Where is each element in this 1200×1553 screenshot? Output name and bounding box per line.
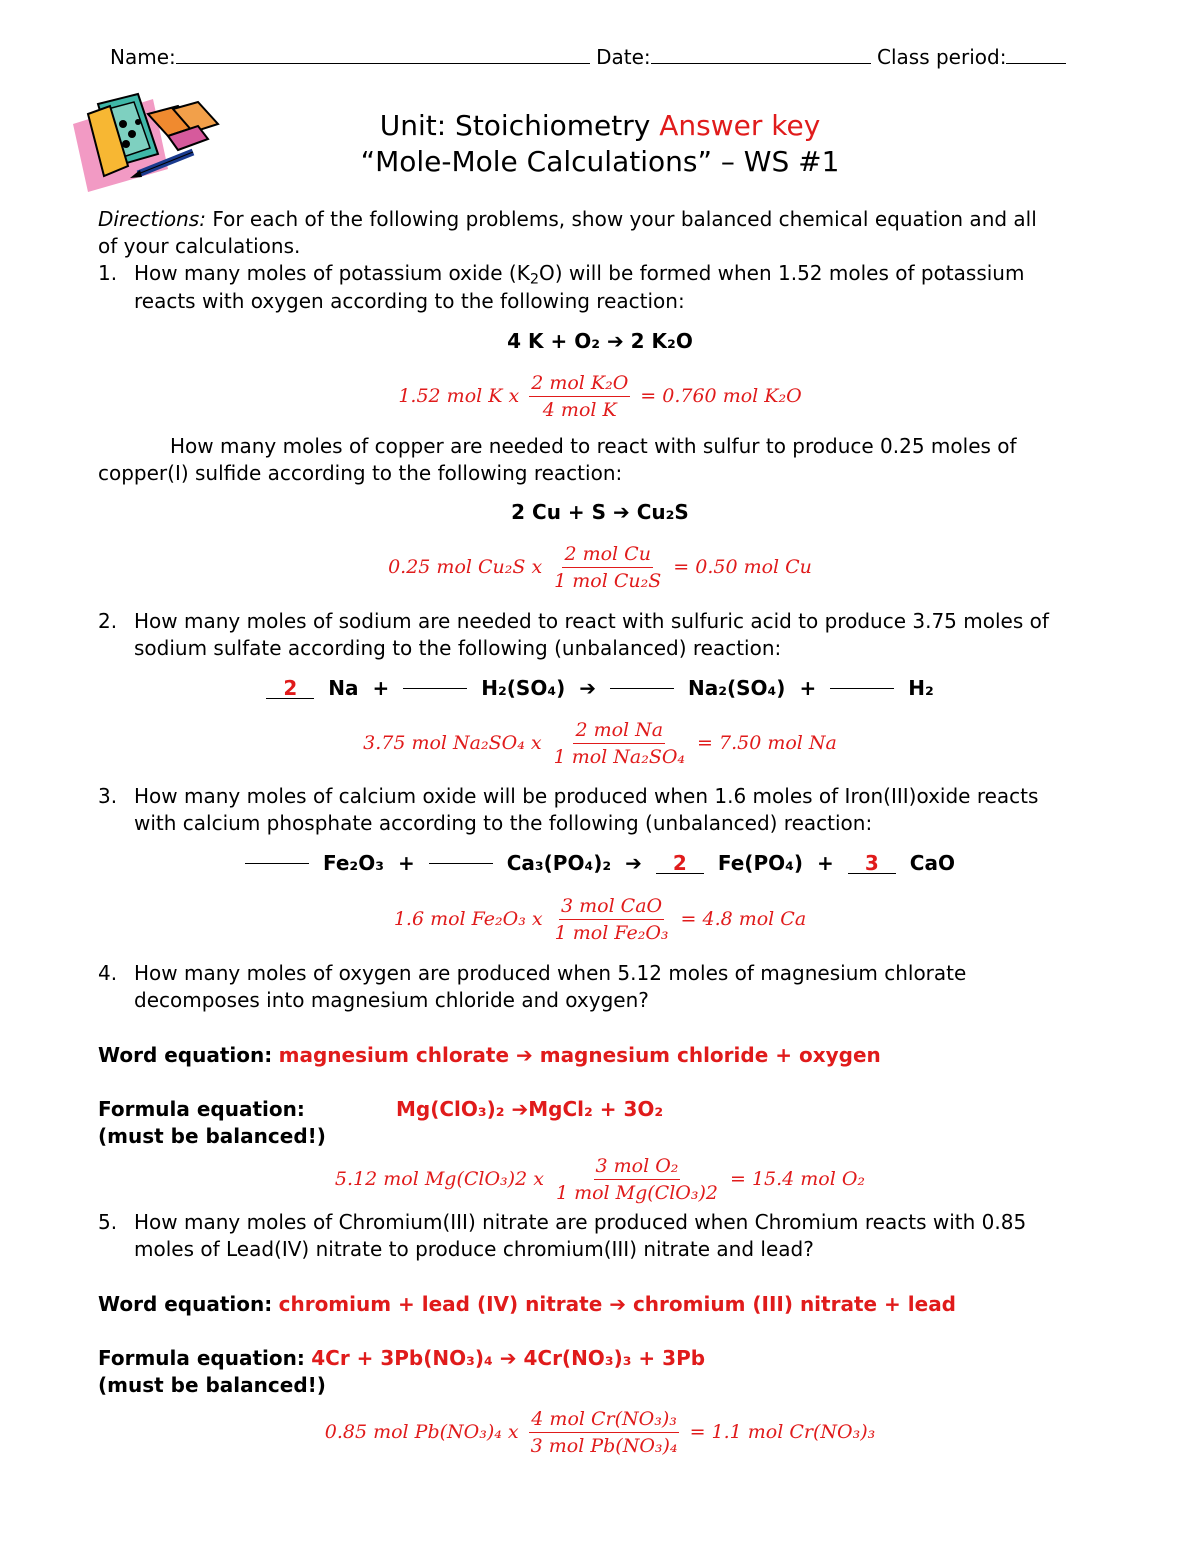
directions [98,206,1037,233]
denominator: 1 mol Fe₂O₃ [554,921,669,944]
coefficient-blank[interactable]: 3 [848,853,896,874]
question-2 [98,608,1049,635]
calc-left: 5.12 mol Mg(ClO₃)2 x [334,1168,544,1190]
fraction [554,1155,720,1204]
page-subtitle: “Mole-Mole Calculations” – WS #1 [360,145,840,178]
arrow-icon: ➔ [625,851,642,875]
word-equation-label: Word equation [98,1292,265,1316]
calculation-5 [0,1402,1200,1462]
equation-1b: 2 Cu + S ➔ Cu₂S [511,500,689,524]
calc-left: 3.75 mol Na₂SO₄ x [363,732,542,754]
question-number: 2. [98,609,118,633]
question-4-line-2: decomposes into magnesium chloride and oxygen? [134,988,649,1012]
coefficient-blank[interactable] [429,863,493,864]
must-be-balanced-note: (must be balanced!) [98,1124,326,1148]
equation-1: 4 K + O₂ ➔ 2 K₂O [507,329,693,353]
denominator: 1 mol Mg(ClO₃)2 [555,1181,718,1204]
name-field[interactable] [176,45,590,64]
question-1-text-b: O) will be formed when 1.52 moles of potassium [538,261,1025,285]
calc-result: = 0.760 mol K₂O [640,385,802,407]
calc-result: = 0.50 mol Cu [673,556,812,578]
question-5-line-2: moles of Lead(IV) nitrate to produce chromium(III) nitrate and lead? [134,1237,814,1261]
equation-3 [0,851,1200,875]
page-title [0,108,1200,144]
word-equation-answer: magnesium chlorate ➔ magnesium chloride + oxygen [278,1043,881,1067]
calculation-4 [0,1150,1200,1208]
calculation-3 [0,890,1200,948]
equation-2 [0,676,1200,700]
formula-equation-label: Formula equation [98,1097,297,1121]
question-number: 1. [98,261,118,285]
title-text: Unit: Stoichiometry [379,109,651,142]
word-equation-4: Word equation: magnesium chlorate ➔ magnesium chloride + oxygen [98,1043,881,1067]
calc-result: = 15.4 mol O₂ [729,1168,866,1190]
question-number: 3. [98,784,118,808]
calc-left: 1.6 mol Fe₂O₃ x [393,908,543,930]
product: Na₂(SO₄) [688,676,786,700]
plus: + [372,676,390,700]
date-label: Date: [596,45,651,69]
word-equation-5: Word equation: chromium + lead (IV) nitrate ➔ chromium (III) nitrate + lead [98,1292,957,1316]
arrow-icon: ➔ [579,676,596,700]
reactant: H₂(SO₄) [481,676,566,700]
formula-equation-5: Formula equation: 4Cr + 3Pb(NO₃)₄ ➔ 4Cr(NO₃)₃ + 3Pb [98,1346,706,1370]
calc-result: = 1.1 mol Cr(NO₃)₃ [689,1421,876,1443]
date-field[interactable] [651,45,871,64]
coefficient-blank[interactable] [245,863,309,864]
formula-equation-4: Formula equation: [98,1097,305,1121]
denominator: 1 mol Na₂SO₄ [553,745,686,768]
word-equation-answer: chromium + lead (IV) nitrate ➔ chromium (III) nitrate + lead [278,1292,957,1316]
coefficient-blank[interactable] [403,688,467,689]
calc-left: 0.25 mol Cu₂S x [388,556,543,578]
calc-result: = 7.50 mol Na [697,732,837,754]
plus: + [397,851,415,875]
directions-text-2: of your calculations. [98,234,301,258]
question-3-line-2: with calcium phosphate according to the following (unbalanced) reaction: [134,811,873,835]
question-number: 4. [98,961,118,985]
question-5 [98,1209,1026,1236]
word-equation-label: Word equation [98,1043,265,1067]
formula-equation-answer: 4Cr + 3Pb(NO₃)₄ ➔ 4Cr(NO₃)₃ + 3Pb [311,1346,706,1370]
answer-key-label: Answer key [659,109,821,142]
calc-left: 1.52 mol K x [398,385,520,407]
fraction [552,719,687,768]
product: CaO [909,851,955,875]
plus: + [817,851,834,875]
question-5-text: How many moles of Chromium(III) nitrate are produced when Chromium reacts with 0.85 [134,1210,1027,1234]
product: Fe(PO₄) [717,851,804,875]
numerator: 2 mol Cu [562,543,652,568]
question-1-line-2: reacts with oxygen according to the following reaction: [134,289,685,313]
subscript: 2 [529,271,539,288]
calculation-1 [0,368,1200,424]
directions-text-1: For each of the following problems, show your balanced chemical equation and all [212,207,1037,231]
fraction [553,895,671,944]
name-label: Name: [110,45,176,69]
numerator: 2 mol K₂O [529,372,630,397]
formula-equation-label: Formula equation [98,1346,297,1370]
product: H₂ [908,676,934,700]
denominator: 1 mol Cu₂S [554,569,662,592]
numerator: 3 mol CaO [559,895,664,920]
question-3 [98,783,1038,810]
directions-label: Directions: [98,207,206,231]
fraction [529,372,630,421]
calc-left: 0.85 mol Pb(NO₃)₄ x [324,1421,519,1443]
question-1-text-a: How many moles of potassium oxide (K [134,261,530,285]
reactant: Fe₂O₃ [323,851,384,875]
question-1b-line-2: copper(I) sulfide according to the following reaction: [98,461,623,485]
calculation-2 [0,714,1200,772]
question-1b: How many moles of copper are needed to react with sulfur to produce 0.25 moles of [170,434,1017,458]
coefficient-blank[interactable] [610,688,674,689]
header-fields [110,44,1066,71]
calc-result: = 4.8 mol Ca [680,908,807,930]
calculation-1b [0,538,1200,596]
numerator: 4 mol Cr(NO₃)₃ [529,1408,679,1433]
denominator: 3 mol Pb(NO₃)₄ [530,1434,678,1457]
fraction [529,1408,680,1457]
fraction [552,543,663,592]
reactant: Na [328,676,359,700]
coefficient-blank[interactable]: 2 [656,853,704,874]
coefficient-blank[interactable]: 2 [266,678,314,699]
question-4 [98,960,966,987]
question-1 [98,260,1024,287]
numerator: 2 mol Na [573,719,665,744]
must-be-balanced-note: (must be balanced!) [98,1373,326,1397]
reactant: Ca₃(PO₄)₂ [506,851,612,875]
denominator: 4 mol K [542,398,617,421]
question-number: 5. [98,1210,118,1234]
coefficient-blank[interactable] [830,688,894,689]
numerator: 3 mol O₂ [594,1155,681,1180]
question-4-text: How many moles of oxygen are produced when 5.12 moles of magnesium chlorate [134,961,967,985]
plus: + [799,676,817,700]
formula-equation-answer: Mg(ClO₃)₂ ➔MgCl₂ + 3O₂ [396,1097,664,1121]
question-2-text: How many moles of sodium are needed to react with sulfuric acid to produce 3.75 moles of [134,609,1049,633]
period-label: Class period: [877,45,1007,69]
question-2-line-2: sodium sulfate according to the following (unbalanced) reaction: [134,636,782,660]
period-field[interactable] [1006,45,1066,64]
question-3-text: How many moles of calcium oxide will be produced when 1.6 moles of Iron(III)oxide reacts [134,784,1039,808]
